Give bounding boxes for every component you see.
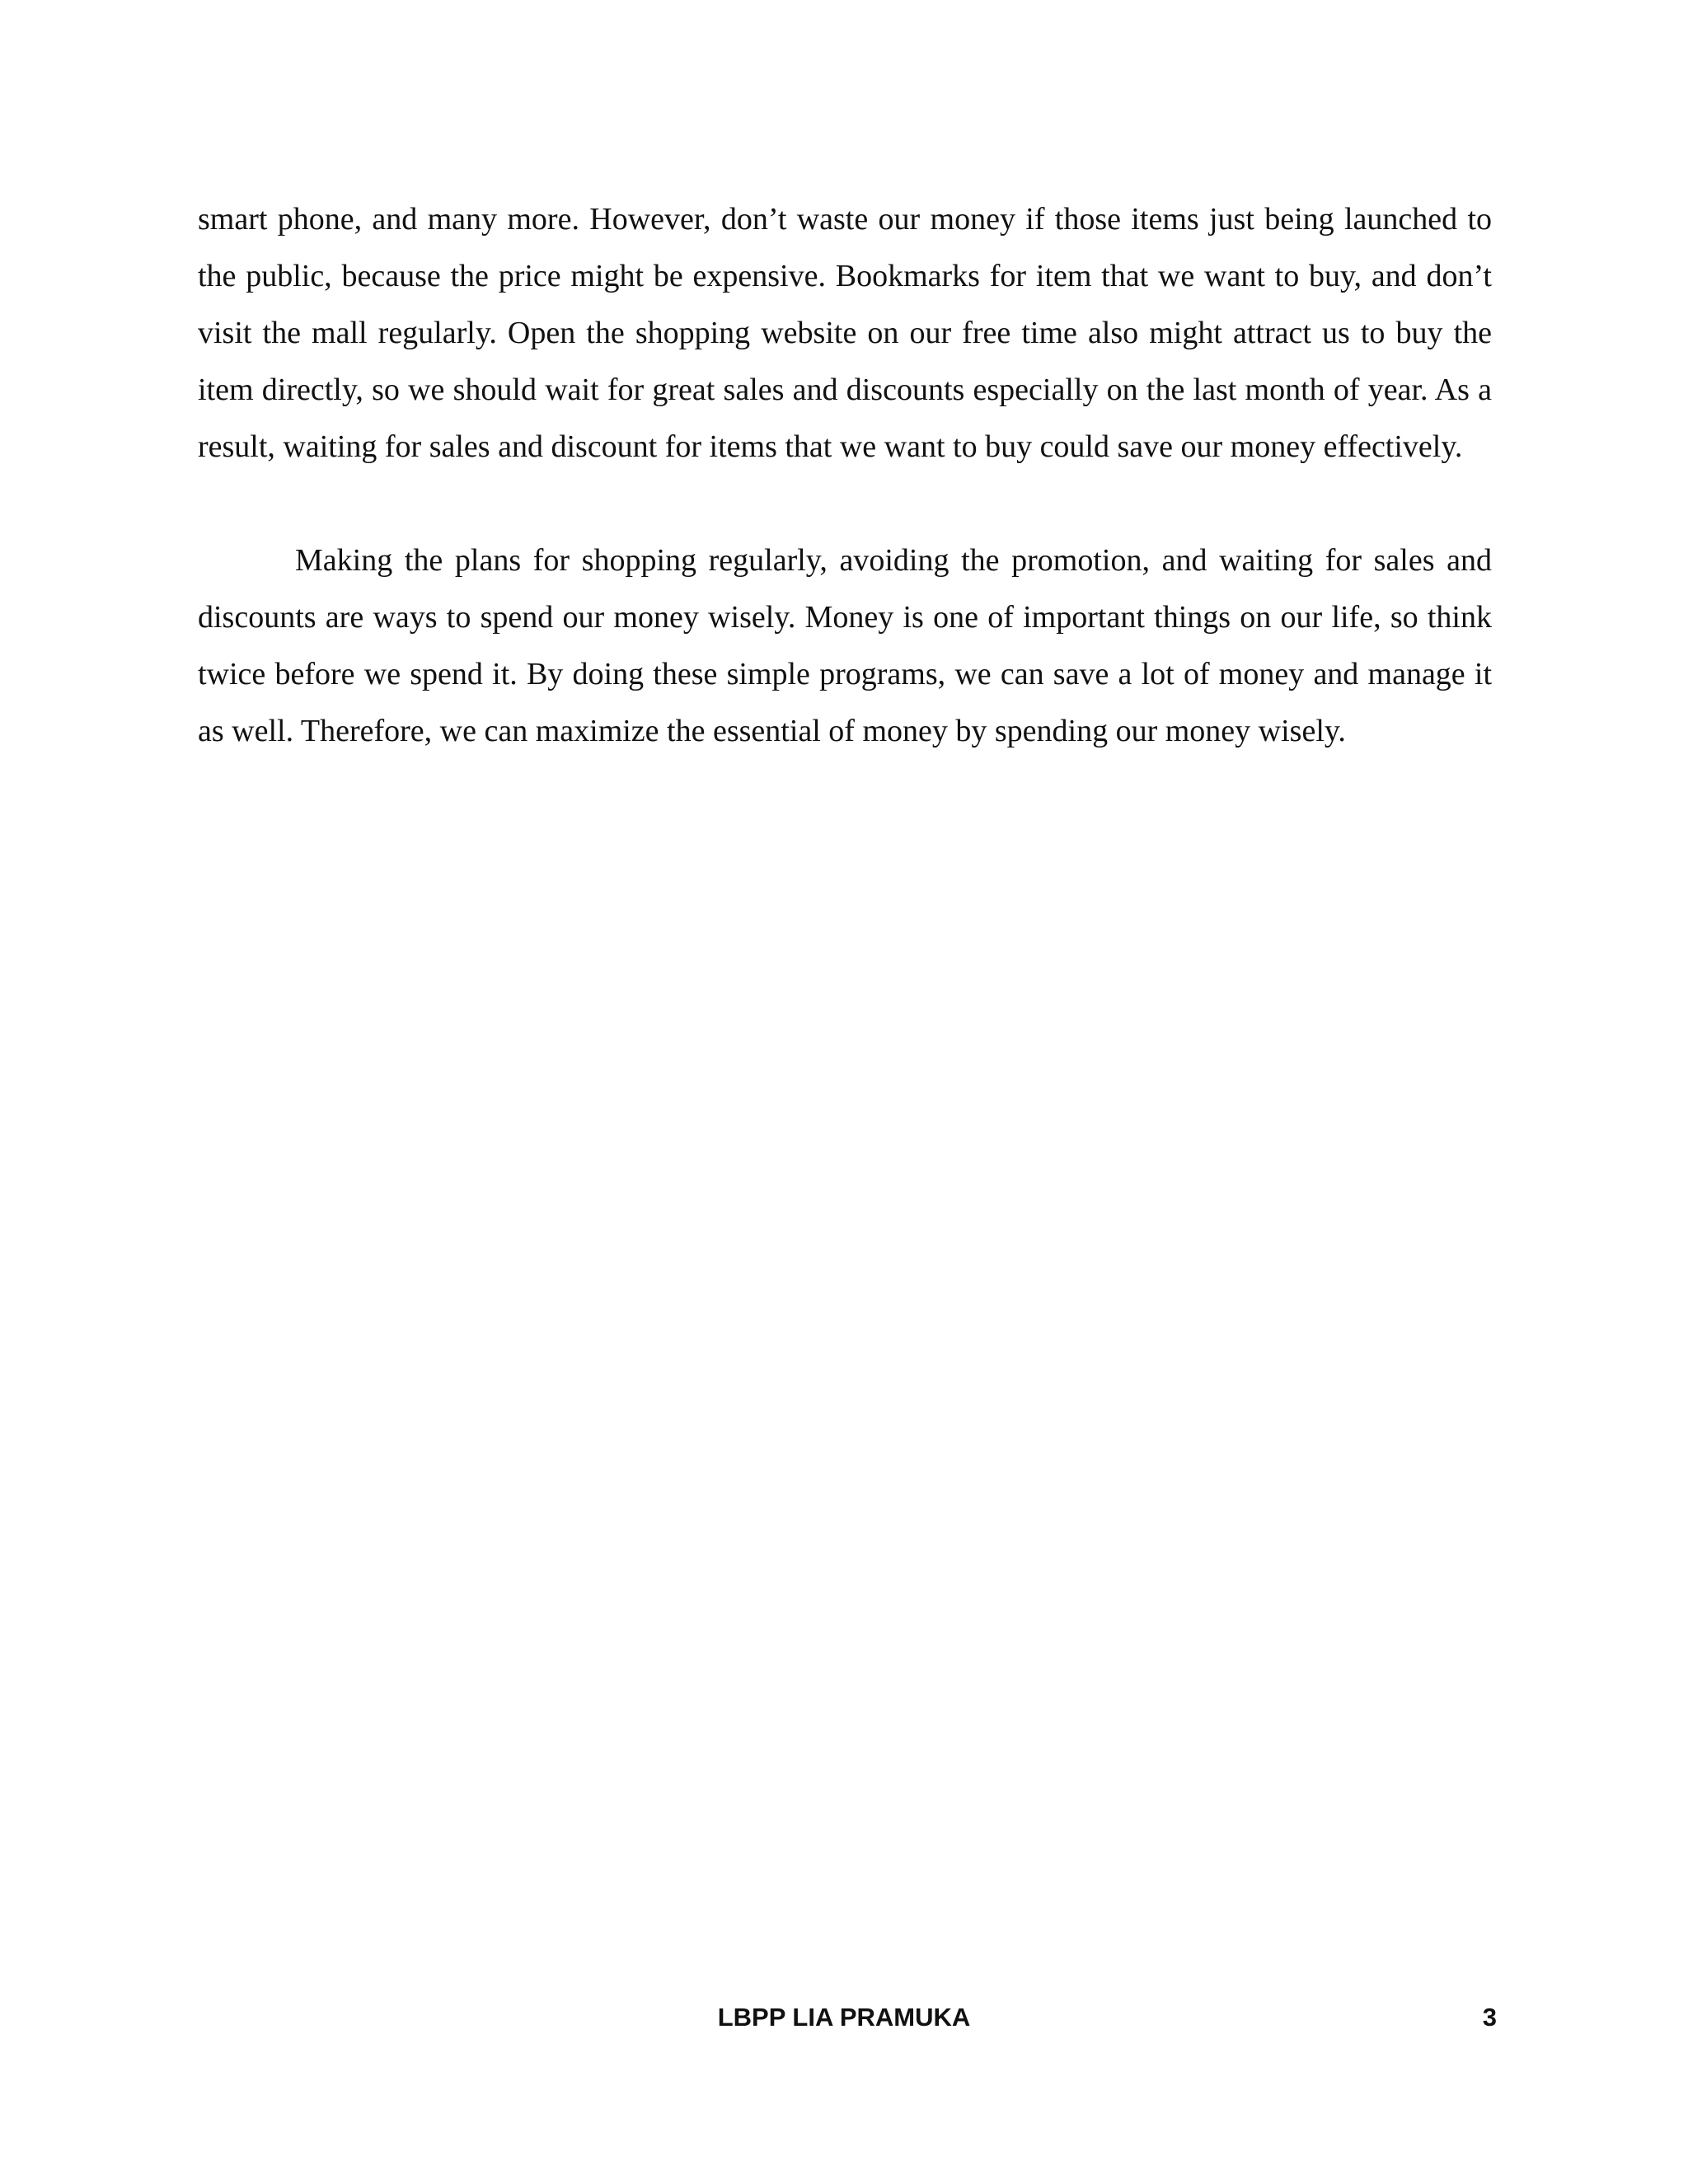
document-body <box>198 191 1492 760</box>
page-number: 3 <box>1482 2003 1497 2032</box>
paragraph-2: Making the plans for shopping regularly, avoiding the promotion, and waiting for sales and discounts are ways to spend our money wisely. Money is one of important things on our life, so think twice before we spend it. By doing these simple programs, we can save a lot of money and manage it as well. Therefore, we can maximize the essential of money by spending our money wisely. <box>198 543 1492 748</box>
paragraph-1: smart phone, and many more. However, don’t waste our money if those items just being launched to the public, because the price might be expensive. Bookmarks for item that we want to buy, and don’t visit the mall regularly. Open the shopping website on our free time also might attract us to buy the item directly, so we should wait for great sales and discounts especially on the last month of year. As a result, waiting for sales and discount for items that we want to buy could save our money effectively. <box>198 202 1492 464</box>
footer-title: LBPP LIA PRAMUKA <box>717 2003 971 2032</box>
